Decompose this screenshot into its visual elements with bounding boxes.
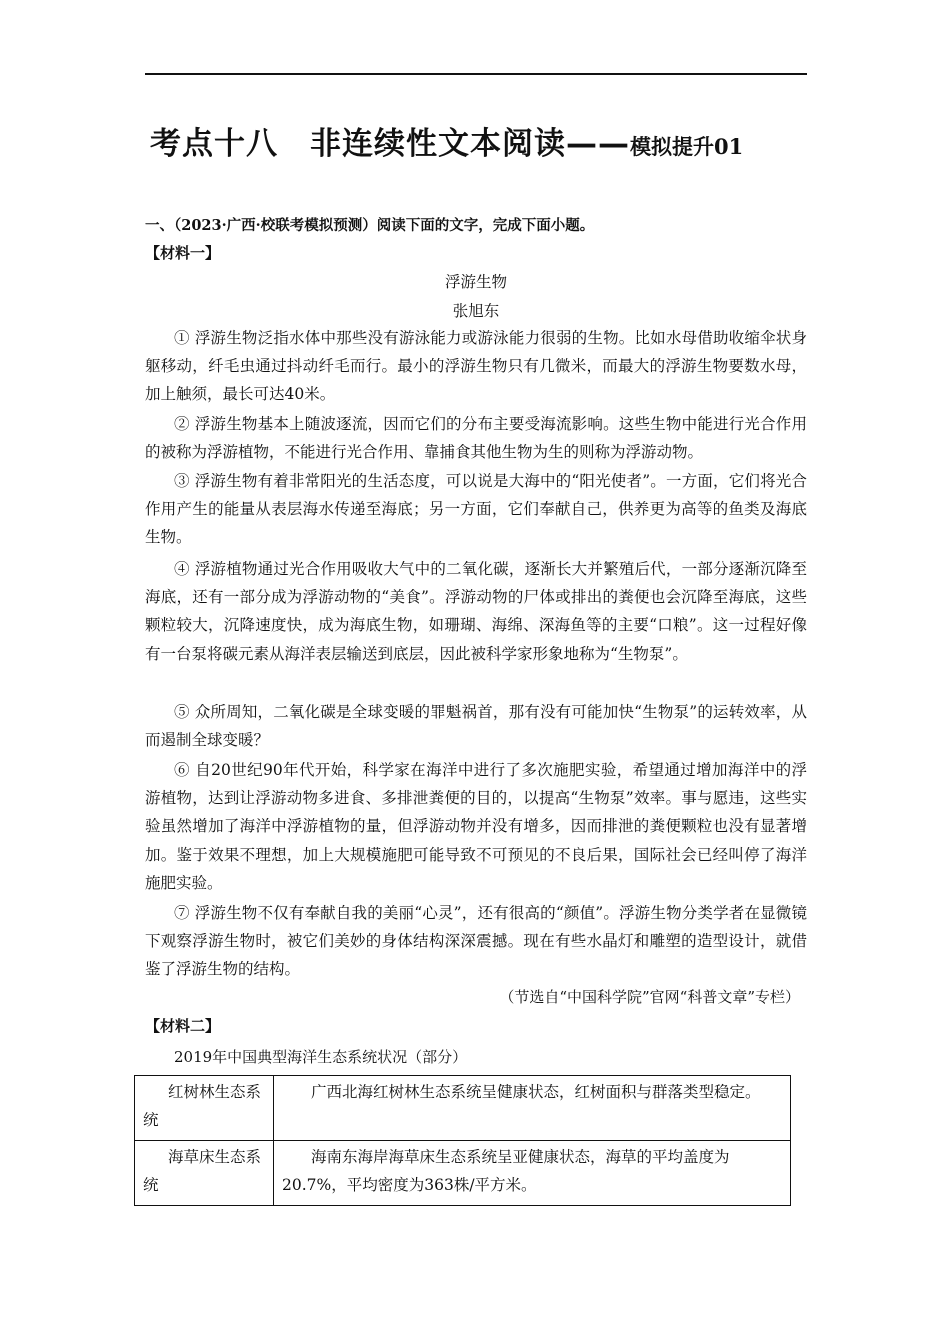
paragraph-3: ③ 浮游生物有着非常阳光的生活态度，可以说是大海中的“阳光使者”。一方面，它们将光合作用产生的能量从表层海水传递至海底；另一方面，它们奉献自己，供养更为高等的鱼类及海底生物。	[145, 472, 807, 547]
table-cell-name: 海草床生态系统	[135, 1141, 274, 1206]
table-row	[135, 1076, 791, 1141]
paragraph-4: ④ 浮游植物通过光合作用吸收大气中的二氧化碳，逐渐长大并繁殖后代，一部分逐渐沉降至海底，还有一部分成为浮游动物的“美食”。浮游动物的尸体或排出的粪便也会沉降至海底，这些颗粒较大，沉降速度快，成为海底生物，如珊瑚、海绵、深海鱼等的主要“口粮”。这一过程好像有一台泵将碳元素从海洋表层输送到底层，因此被科学家形象地称为“生物泵”。	[145, 560, 807, 663]
table-cell-name: 红树林生态系统	[135, 1076, 274, 1141]
paragraph-7: ⑦ 浮游生物不仅有奉献自我的美丽“心灵”，还有很高的“颜值”。浮游生物分类学者在显微镜下观察浮游生物时，被它们美妙的身体结构深深震撼。现在有些水晶灯和雕塑的造型设计，就借鉴了浮游生物的结构。	[145, 904, 807, 979]
question-prompt: 一、（2023·广西·校联考模拟预测）阅读下面的文字，完成下面小题。	[145, 217, 595, 234]
article-source: （节选自“中国科学院”官网“科普文章”专栏）	[499, 988, 800, 1006]
article-title: 浮游生物	[444, 273, 507, 291]
material2-label: 【材料二】	[145, 1017, 221, 1035]
article-author: 张旭东	[452, 302, 500, 320]
table-row	[135, 1141, 791, 1206]
material1-label: 【材料一】	[145, 244, 221, 262]
paragraph-1: ① 浮游生物泛指水体中那些没有游泳能力或游泳能力很弱的生物。比如水母借助收缩伞状身躯移动，纤毛虫通过抖动纤毛而行。最小的浮游生物只有几微米，而最大的浮游生物要数水母，加上触须，最长可达40米。	[145, 329, 807, 404]
paragraph-6: ⑥ 自20世纪90年代开始，科学家在海洋中进行了多次施肥实验，希望通过增加海洋中的浮游植物，达到让浮游动物多进食、多排泄粪便的目的，以提高“生物泵”效率。事与愿违，这些实验虽然增加了海洋中浮游植物的量，但浮游动物并没有增多，因而排泄的粪便颗粒也没有显著增加。鉴于效果不理想，加上大规模施肥可能导致不可预见的不良后果，国际社会已经叫停了海洋施肥实验。	[145, 761, 807, 892]
table-cell-desc: 广西北海红树林生态系统呈健康状态，红树面积与群落类型稳定。	[274, 1076, 791, 1141]
page-title-main: 考点十八 非连续性文本阅读——	[150, 126, 630, 162]
table-caption: 2019年中国典型海洋生态系统状况（部分）	[174, 1048, 468, 1066]
paragraph-5: ⑤ 众所周知，二氧化碳是全球变暖的罪魁祸首，那有没有可能加快“生物泵”的运转效率，从而遏制全球变暖？	[145, 703, 807, 750]
ecosystem-table	[134, 1075, 791, 1206]
paragraph-2: ② 浮游生物基本上随波逐流，因而它们的分布主要受海流影响。这些生物中能进行光合作用的被称为浮游植物，不能进行光合作用、靠捕食其他生物为生的则称为浮游动物。	[145, 415, 807, 462]
page-title-suffix: 模拟提升01	[630, 134, 744, 159]
page-title	[150, 118, 850, 163]
header-rule	[145, 73, 807, 75]
table-cell-desc: 海南东海岸海草床生态系统呈亚健康状态，海草的平均盖度为20.7%，平均密度为363株/平方米。	[274, 1141, 791, 1206]
